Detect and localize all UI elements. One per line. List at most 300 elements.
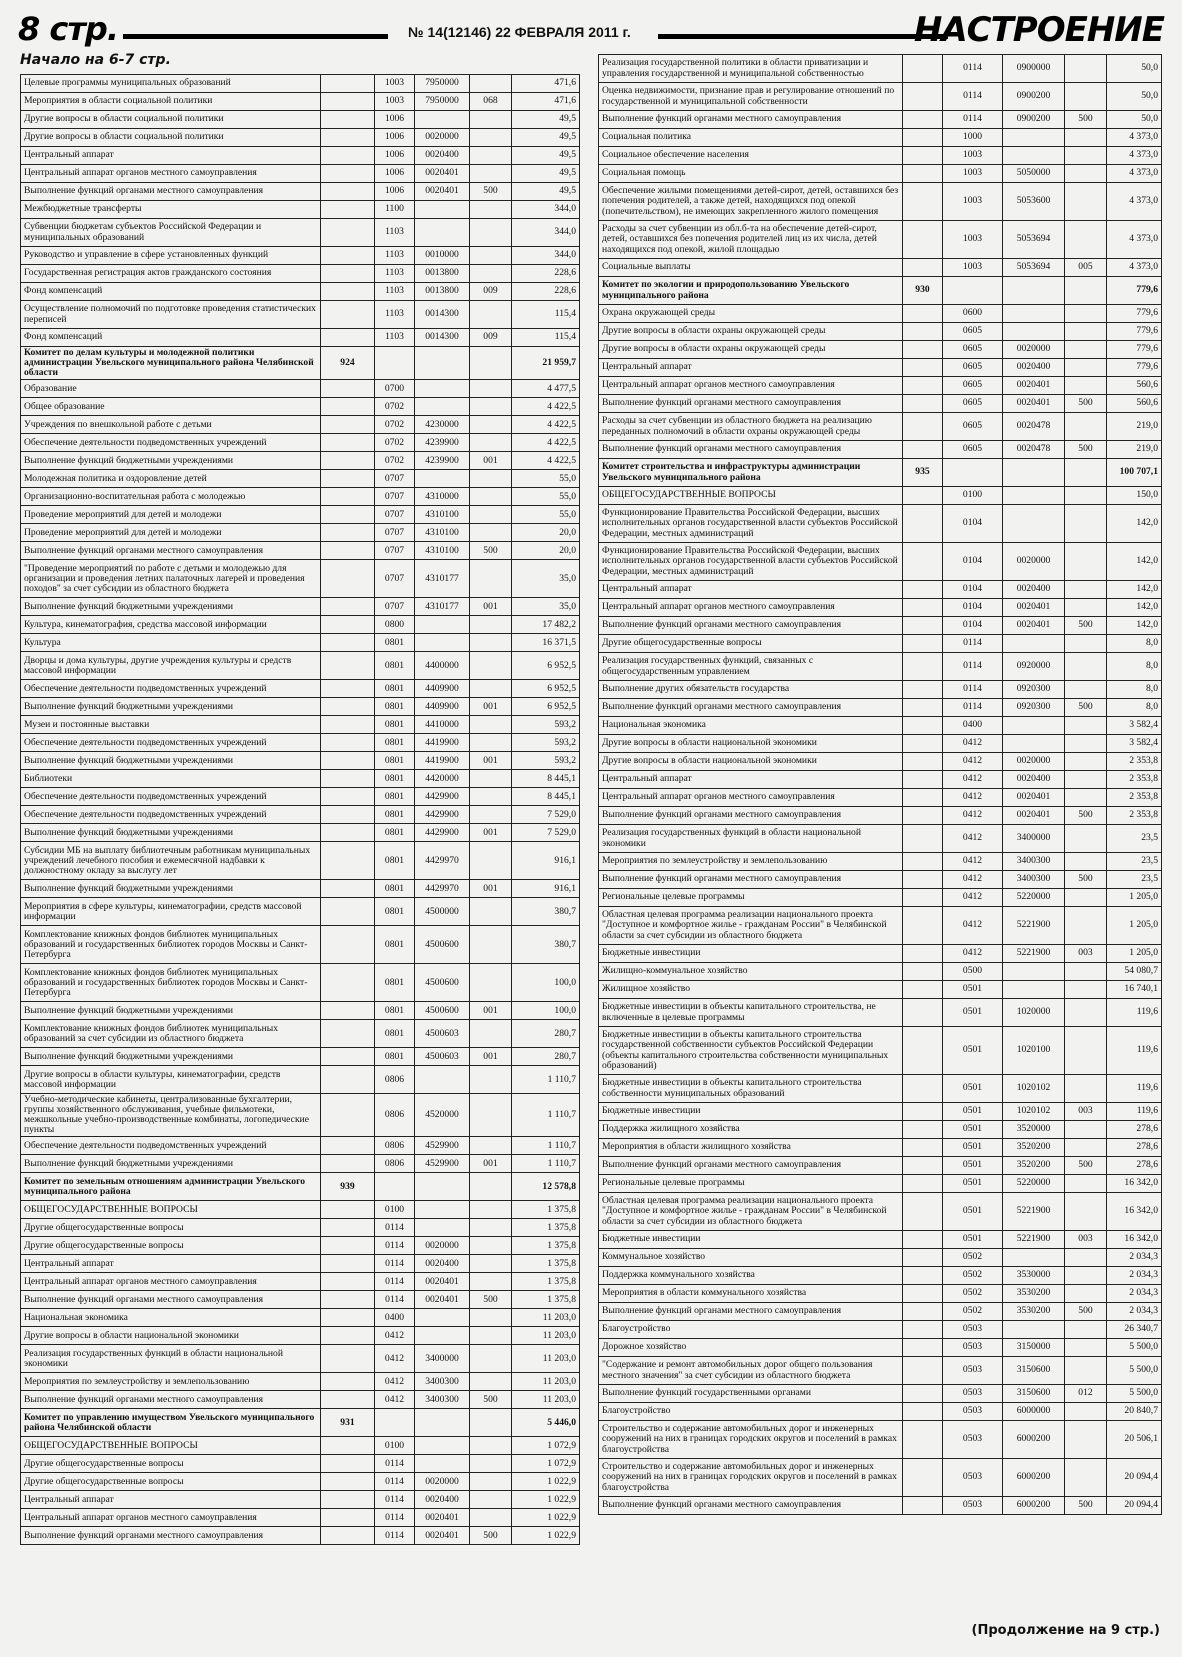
table-row bbox=[599, 505, 1162, 543]
continued-from-note: Начало на 6-7 стр. bbox=[20, 52, 171, 68]
row-gr-code bbox=[903, 789, 943, 807]
table-row bbox=[21, 380, 580, 398]
row-expense-type: 500 bbox=[470, 542, 512, 560]
row-section-code: 0501 bbox=[943, 1175, 1003, 1193]
row-target-code: 4310177 bbox=[415, 560, 470, 598]
row-target-code: 6000200 bbox=[1003, 1421, 1065, 1459]
row-expense-type bbox=[1065, 999, 1107, 1027]
row-expense-type: 500 bbox=[1065, 871, 1107, 889]
row-gr-code bbox=[903, 1249, 943, 1267]
row-section-code: 0605 bbox=[943, 395, 1003, 413]
row-gr-code bbox=[321, 247, 375, 265]
row-expense-type bbox=[1065, 277, 1107, 305]
row-amount: 6 952,5 bbox=[512, 680, 580, 698]
row-section-code: 0412 bbox=[943, 735, 1003, 753]
row-gr-code bbox=[321, 770, 375, 788]
row-gr-code bbox=[321, 1002, 375, 1020]
row-target-code: 5221900 bbox=[1003, 907, 1065, 945]
row-gr-code bbox=[321, 183, 375, 201]
table-row bbox=[599, 617, 1162, 635]
row-expense-type bbox=[470, 1373, 512, 1391]
row-name: Выполнение функций органами местного самоуправления bbox=[599, 111, 903, 129]
row-name: Обеспечение деятельности подведомственных учреждений bbox=[21, 1137, 321, 1155]
table-row bbox=[599, 963, 1162, 981]
row-name: Культура, кинематография, средства массовой информации bbox=[21, 616, 321, 634]
row-amount: 3 582,4 bbox=[1107, 717, 1162, 735]
row-expense-type: 500 bbox=[1065, 699, 1107, 717]
table-row bbox=[21, 880, 580, 898]
row-target-code: 0020401 bbox=[415, 1273, 470, 1291]
row-name: Региональные целевые программы bbox=[599, 889, 903, 907]
row-target-code: 0020400 bbox=[415, 1491, 470, 1509]
row-amount: 20 506,1 bbox=[1107, 1421, 1162, 1459]
row-section-code bbox=[375, 347, 415, 380]
table-row bbox=[21, 329, 580, 347]
table-row bbox=[21, 1491, 580, 1509]
row-target-code: 0020478 bbox=[1003, 441, 1065, 459]
row-name: Другие общегосударственные вопросы bbox=[21, 1237, 321, 1255]
row-amount: 228,6 bbox=[512, 283, 580, 301]
row-target-code bbox=[1003, 459, 1065, 487]
table-row bbox=[21, 247, 580, 265]
row-target-code: 0010000 bbox=[415, 247, 470, 265]
row-target-code bbox=[1003, 1249, 1065, 1267]
row-target-code: 0020401 bbox=[415, 1527, 470, 1545]
row-gr-code bbox=[321, 1201, 375, 1219]
row-amount: 100,0 bbox=[512, 1002, 580, 1020]
row-expense-type bbox=[470, 111, 512, 129]
row-amount: 49,5 bbox=[512, 165, 580, 183]
row-name: Выполнение функций органами местного самоуправления bbox=[599, 1497, 903, 1515]
row-target-code: 3520000 bbox=[1003, 1121, 1065, 1139]
row-section-code: 0114 bbox=[375, 1291, 415, 1309]
table-row bbox=[599, 1075, 1162, 1103]
row-amount: 2 353,8 bbox=[1107, 807, 1162, 825]
row-gr-code bbox=[321, 880, 375, 898]
row-gr-code bbox=[903, 945, 943, 963]
table-row bbox=[21, 183, 580, 201]
row-name: Выполнение функций бюджетными учреждениями bbox=[21, 1155, 321, 1173]
row-gr-code bbox=[321, 219, 375, 247]
row-expense-type bbox=[1065, 1421, 1107, 1459]
row-expense-type bbox=[470, 716, 512, 734]
row-amount: 16 371,5 bbox=[512, 634, 580, 652]
row-name: Выполнение функций органами местного самоуправления bbox=[599, 1157, 903, 1175]
row-target-code: 0020401 bbox=[415, 1509, 470, 1527]
row-section-code: 0801 bbox=[375, 634, 415, 652]
table-row bbox=[21, 1327, 580, 1345]
row-name: Реализация государственных функций в области национальной экономики bbox=[21, 1345, 321, 1373]
row-gr-code bbox=[903, 1121, 943, 1139]
row-target-code: 0020478 bbox=[1003, 413, 1065, 441]
row-target-code: 5053600 bbox=[1003, 183, 1065, 221]
row-gr-code bbox=[903, 1339, 943, 1357]
row-section-code: 0100 bbox=[375, 1437, 415, 1455]
row-expense-type bbox=[470, 1219, 512, 1237]
row-gr-code bbox=[321, 488, 375, 506]
row-name: Обеспечение жилыми помещениями детей-сирот, детей, оставшихся без попечения родителей, а также детей, находящихся под опекой (попечительством), не имеющих закрепленного жилого помещения bbox=[599, 183, 903, 221]
row-target-code: 0900200 bbox=[1003, 83, 1065, 111]
row-amount: 219,0 bbox=[1107, 413, 1162, 441]
row-expense-type bbox=[1065, 1121, 1107, 1139]
table-row bbox=[21, 788, 580, 806]
row-amount: 344,0 bbox=[512, 201, 580, 219]
table-row bbox=[21, 165, 580, 183]
row-target-code: 7950000 bbox=[415, 93, 470, 111]
table-row bbox=[599, 1139, 1162, 1157]
row-expense-type bbox=[1065, 635, 1107, 653]
row-gr-code bbox=[321, 652, 375, 680]
table-row bbox=[599, 413, 1162, 441]
row-amount: 4 422,5 bbox=[512, 398, 580, 416]
table-row bbox=[21, 470, 580, 488]
row-target-code: 4500603 bbox=[415, 1048, 470, 1066]
row-expense-type bbox=[1065, 305, 1107, 323]
row-expense-type bbox=[1065, 753, 1107, 771]
row-name: Выполнение функций органами местного самоуправления bbox=[599, 441, 903, 459]
row-section-code: 0104 bbox=[943, 617, 1003, 635]
row-expense-type: 001 bbox=[470, 1048, 512, 1066]
row-gr-code bbox=[903, 1175, 943, 1193]
row-target-code: 3400300 bbox=[415, 1373, 470, 1391]
row-expense-type: 500 bbox=[1065, 807, 1107, 825]
table-row bbox=[599, 1459, 1162, 1497]
row-target-code: 4310000 bbox=[415, 488, 470, 506]
table-row bbox=[599, 1231, 1162, 1249]
row-section-code: 0702 bbox=[375, 416, 415, 434]
row-gr-code bbox=[903, 1285, 943, 1303]
row-amount: 16 740,1 bbox=[1107, 981, 1162, 999]
row-section-code: 0801 bbox=[375, 1020, 415, 1048]
row-expense-type bbox=[470, 488, 512, 506]
row-name: "Проведение мероприятий по работе с детьми и молодежью для организации и проведения летних палаточных лагерей и проведения походов" за счет субсидии из областного бюджета bbox=[21, 560, 321, 598]
row-amount: 4 422,5 bbox=[512, 416, 580, 434]
row-target-code: 4500600 bbox=[415, 926, 470, 964]
row-target-code: 4239900 bbox=[415, 434, 470, 452]
row-section-code: 0605 bbox=[943, 341, 1003, 359]
row-name: Социальные выплаты bbox=[599, 259, 903, 277]
row-gr-code bbox=[903, 165, 943, 183]
row-name: Центральный аппарат органов местного самоуправления bbox=[599, 377, 903, 395]
row-section-code: 0114 bbox=[943, 699, 1003, 717]
row-gr-code bbox=[321, 75, 375, 93]
row-expense-type bbox=[1065, 543, 1107, 581]
row-name: ОБЩЕГОСУДАРСТВЕННЫЕ ВОПРОСЫ bbox=[21, 1201, 321, 1219]
row-target-code: 0020400 bbox=[1003, 581, 1065, 599]
row-target-code: 3530200 bbox=[1003, 1303, 1065, 1321]
row-amount: 17 482,2 bbox=[512, 616, 580, 634]
row-gr-code bbox=[903, 1267, 943, 1285]
table-row bbox=[21, 1155, 580, 1173]
row-section-code: 0605 bbox=[943, 413, 1003, 441]
row-amount: 2 353,8 bbox=[1107, 789, 1162, 807]
row-amount: 5 446,0 bbox=[512, 1409, 580, 1437]
row-gr-code bbox=[321, 147, 375, 165]
row-target-code: 4410000 bbox=[415, 716, 470, 734]
row-name: Мероприятия в области жилищного хозяйства bbox=[599, 1139, 903, 1157]
row-section-code bbox=[375, 1173, 415, 1201]
table-row bbox=[599, 277, 1162, 305]
row-expense-type bbox=[470, 616, 512, 634]
row-target-code bbox=[415, 1201, 470, 1219]
row-gr-code bbox=[903, 543, 943, 581]
row-section-code: 0114 bbox=[375, 1255, 415, 1273]
table-row bbox=[599, 1285, 1162, 1303]
table-row bbox=[21, 1291, 580, 1309]
row-gr-code bbox=[903, 1103, 943, 1121]
row-amount: 50,0 bbox=[1107, 111, 1162, 129]
row-target-code: 5221900 bbox=[1003, 945, 1065, 963]
row-name: Национальная экономика bbox=[599, 717, 903, 735]
row-amount: 55,0 bbox=[512, 470, 580, 488]
row-name: Дворцы и дома культуры, другие учреждения культуры и средств массовой информации bbox=[21, 652, 321, 680]
table-row bbox=[599, 341, 1162, 359]
row-name: Мероприятия по землеустройству и землепользованию bbox=[21, 1373, 321, 1391]
row-expense-type bbox=[470, 1201, 512, 1219]
row-expense-type: 500 bbox=[1065, 1497, 1107, 1515]
row-section-code: 0500 bbox=[943, 963, 1003, 981]
row-target-code: 6000000 bbox=[1003, 1403, 1065, 1421]
row-section-code: 0503 bbox=[943, 1321, 1003, 1339]
table-row bbox=[599, 323, 1162, 341]
table-row bbox=[599, 1421, 1162, 1459]
row-target-code: 0020401 bbox=[415, 1291, 470, 1309]
row-amount: 142,0 bbox=[1107, 543, 1162, 581]
row-gr-code bbox=[903, 1421, 943, 1459]
table-row bbox=[599, 441, 1162, 459]
row-target-code: 3530200 bbox=[1003, 1285, 1065, 1303]
row-section-code bbox=[943, 277, 1003, 305]
row-gr-code: 939 bbox=[321, 1173, 375, 1201]
row-target-code: 0020000 bbox=[1003, 753, 1065, 771]
row-name: Целевые программы муниципальных образований bbox=[21, 75, 321, 93]
row-target-code: 5221900 bbox=[1003, 1231, 1065, 1249]
row-expense-type bbox=[470, 652, 512, 680]
row-section-code: 1103 bbox=[375, 265, 415, 283]
row-expense-type bbox=[1065, 341, 1107, 359]
row-section-code: 0114 bbox=[375, 1473, 415, 1491]
row-gr-code bbox=[903, 807, 943, 825]
row-amount: 20,0 bbox=[512, 542, 580, 560]
row-gr-code bbox=[903, 1303, 943, 1321]
row-section-code: 0502 bbox=[943, 1285, 1003, 1303]
row-expense-type: 001 bbox=[470, 880, 512, 898]
row-target-code: 3520200 bbox=[1003, 1157, 1065, 1175]
row-expense-type: 001 bbox=[470, 1002, 512, 1020]
row-target-code bbox=[1003, 505, 1065, 543]
table-row bbox=[599, 735, 1162, 753]
table-row bbox=[599, 305, 1162, 323]
row-amount: 11 203,0 bbox=[512, 1345, 580, 1373]
row-target-code bbox=[415, 1219, 470, 1237]
row-section-code: 0801 bbox=[375, 964, 415, 1002]
row-name: Выполнение функций бюджетными учреждениями bbox=[21, 598, 321, 616]
row-target-code: 0920300 bbox=[1003, 681, 1065, 699]
row-section-code: 0502 bbox=[943, 1249, 1003, 1267]
row-section-code: 0702 bbox=[375, 452, 415, 470]
row-gr-code bbox=[903, 1459, 943, 1497]
row-name: Выполнение функций бюджетными учреждениями bbox=[21, 1048, 321, 1066]
row-amount: 11 203,0 bbox=[512, 1373, 580, 1391]
row-gr-code bbox=[321, 1219, 375, 1237]
table-row bbox=[599, 1403, 1162, 1421]
row-target-code: 4529900 bbox=[415, 1155, 470, 1173]
row-section-code: 0412 bbox=[375, 1345, 415, 1373]
row-expense-type bbox=[1065, 653, 1107, 681]
row-expense-type bbox=[470, 506, 512, 524]
row-expense-type bbox=[1065, 1175, 1107, 1193]
row-gr-code bbox=[321, 434, 375, 452]
row-gr-code bbox=[321, 470, 375, 488]
row-gr-code bbox=[321, 1291, 375, 1309]
row-section-code: 0412 bbox=[943, 871, 1003, 889]
table-row bbox=[599, 259, 1162, 277]
row-expense-type bbox=[1065, 1285, 1107, 1303]
row-target-code bbox=[415, 470, 470, 488]
row-gr-code bbox=[903, 753, 943, 771]
row-section-code: 0801 bbox=[375, 770, 415, 788]
row-target-code: 0900200 bbox=[1003, 111, 1065, 129]
row-target-code bbox=[1003, 129, 1065, 147]
row-target-code: 0020401 bbox=[1003, 599, 1065, 617]
row-expense-type bbox=[1065, 681, 1107, 699]
row-amount: 4 373,0 bbox=[1107, 221, 1162, 259]
table-row bbox=[599, 699, 1162, 717]
row-expense-type bbox=[1065, 581, 1107, 599]
table-row bbox=[21, 1273, 580, 1291]
row-section-code: 0501 bbox=[943, 1139, 1003, 1157]
row-section-code: 0114 bbox=[375, 1491, 415, 1509]
row-expense-type: 005 bbox=[1065, 259, 1107, 277]
row-name: Руководство и управление в сфере установленных функций bbox=[21, 247, 321, 265]
table-row bbox=[21, 806, 580, 824]
row-section-code: 0503 bbox=[943, 1357, 1003, 1385]
row-gr-code bbox=[321, 1155, 375, 1173]
row-section-code: 0114 bbox=[375, 1237, 415, 1255]
row-amount: 916,1 bbox=[512, 842, 580, 880]
row-amount: 119,6 bbox=[1107, 1075, 1162, 1103]
row-expense-type: 500 bbox=[1065, 1303, 1107, 1321]
row-expense-type bbox=[1065, 789, 1107, 807]
table-row bbox=[599, 1385, 1162, 1403]
row-amount: 6 952,5 bbox=[512, 652, 580, 680]
row-name: Выполнение функций бюджетными учреждениями bbox=[21, 698, 321, 716]
row-target-code: 0020401 bbox=[1003, 807, 1065, 825]
table-row bbox=[21, 898, 580, 926]
row-expense-type bbox=[1065, 735, 1107, 753]
table-row bbox=[21, 1219, 580, 1237]
row-amount: 21 959,7 bbox=[512, 347, 580, 380]
row-name: Мероприятия в области коммунального хозяйства bbox=[599, 1285, 903, 1303]
row-name: Другие вопросы в области социальной политики bbox=[21, 129, 321, 147]
table-row bbox=[21, 1255, 580, 1273]
row-amount: 3 582,4 bbox=[1107, 735, 1162, 753]
row-gr-code bbox=[321, 1094, 375, 1137]
row-gr-code bbox=[321, 1255, 375, 1273]
row-amount: 560,6 bbox=[1107, 377, 1162, 395]
row-name: Центральный аппарат органов местного самоуправления bbox=[21, 1509, 321, 1527]
row-expense-type bbox=[470, 265, 512, 283]
row-section-code: 0707 bbox=[375, 524, 415, 542]
row-section-code: 0801 bbox=[375, 734, 415, 752]
row-section-code: 0707 bbox=[375, 470, 415, 488]
row-amount: 1 205,0 bbox=[1107, 945, 1162, 963]
row-section-code: 0114 bbox=[375, 1455, 415, 1473]
table-row bbox=[21, 964, 580, 1002]
row-gr-code bbox=[321, 265, 375, 283]
row-expense-type bbox=[470, 380, 512, 398]
row-gr-code bbox=[903, 1027, 943, 1075]
row-target-code: 5221900 bbox=[1003, 1193, 1065, 1231]
row-expense-type bbox=[1065, 853, 1107, 871]
table-row bbox=[21, 560, 580, 598]
row-amount: 1 110,7 bbox=[512, 1094, 580, 1137]
row-name: Музеи и постоянные выставки bbox=[21, 716, 321, 734]
row-section-code: 0605 bbox=[943, 377, 1003, 395]
row-name: Социальное обеспечение населения bbox=[599, 147, 903, 165]
row-expense-type bbox=[470, 1066, 512, 1094]
row-name: Выполнение функций органами местного самоуправления bbox=[599, 395, 903, 413]
issue-info: № 14(12146) 22 ФЕВРАЛЯ 2011 г. bbox=[408, 24, 631, 40]
table-row bbox=[599, 459, 1162, 487]
row-expense-type bbox=[470, 301, 512, 329]
row-gr-code bbox=[321, 1373, 375, 1391]
row-expense-type: 001 bbox=[470, 598, 512, 616]
row-amount: 4 373,0 bbox=[1107, 259, 1162, 277]
row-target-code: 4429900 bbox=[415, 806, 470, 824]
table-row bbox=[599, 945, 1162, 963]
table-row bbox=[21, 752, 580, 770]
row-target-code: 1020000 bbox=[1003, 999, 1065, 1027]
row-name: Строительство и содержание автомобильных дорог и инженерных сооружений на них в границах городских округов и поселений в рамках благоустройства bbox=[599, 1459, 903, 1497]
row-name: Выполнение функций органами местного самоуправления bbox=[21, 1391, 321, 1409]
row-gr-code bbox=[321, 416, 375, 434]
row-gr-code bbox=[321, 1237, 375, 1255]
row-target-code: 0020000 bbox=[1003, 341, 1065, 359]
row-name: Другие вопросы в области охраны окружающей среды bbox=[599, 323, 903, 341]
table-row bbox=[21, 1002, 580, 1020]
page-number: 8 стр. bbox=[18, 10, 118, 48]
row-name: Осуществление полномочий по подготовке проведения статистических переписей bbox=[21, 301, 321, 329]
row-name: Обеспечение деятельности подведомственных учреждений bbox=[21, 788, 321, 806]
row-gr-code bbox=[903, 1497, 943, 1515]
table-row bbox=[21, 201, 580, 219]
row-section-code: 0605 bbox=[943, 323, 1003, 341]
row-name: ОБЩЕГОСУДАРСТВЕННЫЕ ВОПРОСЫ bbox=[599, 487, 903, 505]
row-name: Другие вопросы в области национальной экономики bbox=[21, 1327, 321, 1345]
row-amount: 20 094,4 bbox=[1107, 1497, 1162, 1515]
row-target-code: 0020401 bbox=[1003, 789, 1065, 807]
table-row bbox=[21, 770, 580, 788]
table-row bbox=[21, 652, 580, 680]
row-gr-code bbox=[903, 487, 943, 505]
row-target-code: 0020000 bbox=[1003, 543, 1065, 581]
row-gr-code bbox=[903, 341, 943, 359]
row-amount: 119,6 bbox=[1107, 1027, 1162, 1075]
row-target-code bbox=[415, 616, 470, 634]
row-gr-code bbox=[321, 201, 375, 219]
row-amount: 779,6 bbox=[1107, 341, 1162, 359]
table-row bbox=[21, 1173, 580, 1201]
row-gr-code bbox=[321, 301, 375, 329]
row-name: Обеспечение деятельности подведомственных учреждений bbox=[21, 680, 321, 698]
table-row bbox=[21, 1391, 580, 1409]
row-section-code: 1006 bbox=[375, 111, 415, 129]
row-target-code bbox=[1003, 635, 1065, 653]
row-section-code: 0100 bbox=[943, 487, 1003, 505]
row-section-code bbox=[943, 459, 1003, 487]
row-section-code: 0412 bbox=[943, 907, 1003, 945]
